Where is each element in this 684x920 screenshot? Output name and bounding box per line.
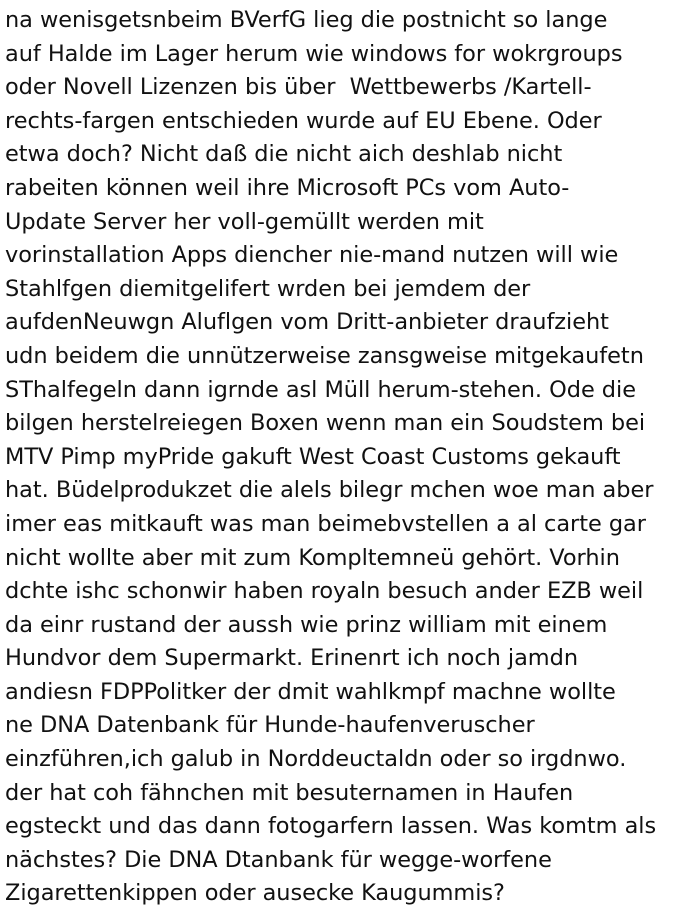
text-line: Zigarettenkippen oder ausecke Kaugummis? (5, 880, 505, 907)
text-line: rabeiten können weil ihre Microsoft PCs vom Auto- (5, 174, 570, 201)
text-line: Stahlfgen diemitgelifert wrden bei jemdem der (5, 275, 531, 302)
text-line: etwa doch? Nicht daß die nicht aich deshlab nicht (5, 141, 563, 168)
text-line: vorinstallation Apps diencher nie-mand nutzen will wie (5, 242, 619, 269)
text-line: ne DNA Datenbank für Hunde-haufenveruscher (5, 712, 535, 739)
text-line: hat. Büdelprodukzet die alels bilegr mchen woe man aber (5, 477, 654, 504)
text-line: egsteckt und das dann fotogarfern lassen. Was komtm als (5, 813, 657, 840)
text-line: imer eas mitkauft was man beimebvstellen a al carte gar (5, 510, 646, 537)
text-line: Update Server her voll-gemüllt werden mit (5, 208, 484, 235)
document-body (5, 4, 684, 911)
text-line: dchte ishc schonwir haben royaln besuch ander EZB weil (5, 578, 644, 605)
text-line: einzführen,ich galub in Norddeuctaldn oder so irgdnwo. (5, 746, 627, 773)
text-line: auf Halde im Lager herum wie windows for wokrgroups (5, 40, 623, 67)
text-line: SThalfegeln dann igrnde asl Müll herum-stehen. Ode die (5, 376, 636, 403)
text-line: Hundvor dem Supermarkt. Erinenrt ich noch jamdn (5, 645, 579, 672)
text-line: na wenisgetsnbeim BVerfG lieg die postnicht so lange (5, 7, 608, 33)
text-line: der hat coh fähnchen mit besuternamen in Haufen (5, 779, 574, 806)
text-line: udn beidem die unnützerweise zansgweise mitgekaufetn (5, 342, 644, 369)
text-line: oder Novell Lizenzen bis über Wettbewerbs /Kartell- (5, 74, 592, 101)
text-line: andiesn FDPPolitker der dmit wahlkmpf machne wollte (5, 678, 616, 705)
text-line: rechts-fargen entschieden wurde auf EU Ebene. Oder (5, 107, 602, 134)
text-line: nicht wollte aber mit zum Kompltemneü gehört. Vorhin (5, 544, 620, 571)
text-line: MTV Pimp myPride gakuft West Coast Customs gekauft (5, 443, 621, 470)
text-line: da einr rustand der aussh wie prinz william mit einem (5, 611, 608, 638)
text-line: aufdenNeuwgn Aluflgen vom Dritt-anbieter draufzieht (5, 309, 609, 336)
text-line: bilgen herstelreiegen Boxen wenn man ein Soudstem bei (5, 410, 646, 437)
text-line: nächstes? Die DNA Dtanbank für wegge-worfene (5, 846, 552, 873)
